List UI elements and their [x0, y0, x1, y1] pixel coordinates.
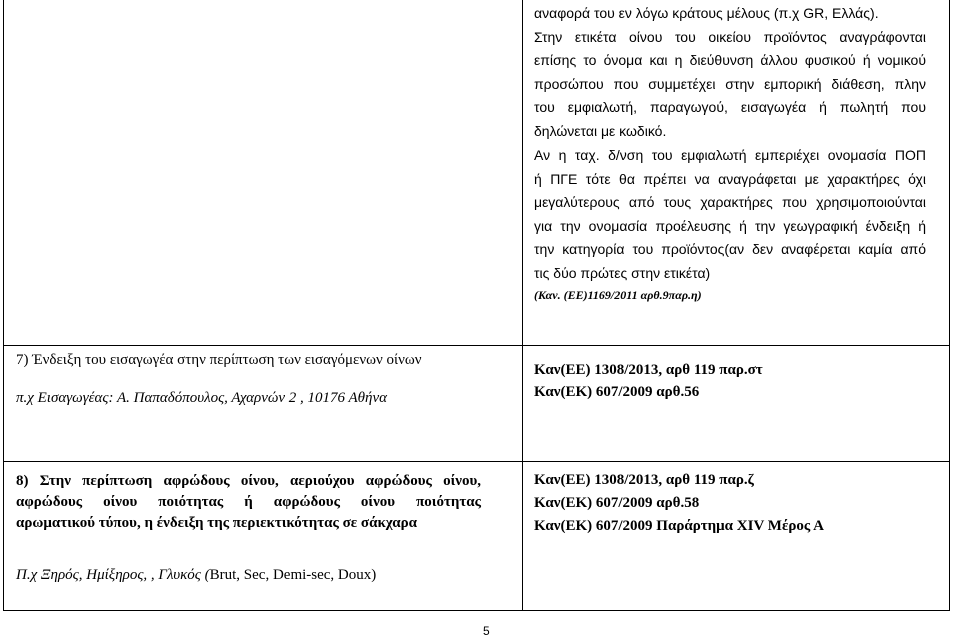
row8-example: [16, 567, 376, 584]
text-line: αφρώδους οίνου ποιότητας ή αφρώδους οίνου ποιότητας: [16, 494, 481, 510]
row8-regulation: Καν(ΕΕ) 1308/2013, αρθ 119 παρ.ζ: [534, 472, 754, 488]
table-right-border: [949, 0, 950, 611]
row7-regulation: Καν(ΕΕ) 1308/2013, αρθ 119 παρ.στ: [534, 362, 763, 378]
text-line: επίσης το όνομα και η διεύθυνση άλλου φυσικού ή νομικού: [534, 52, 926, 69]
text-line: Αν η ταχ. δ/νση του εμφιαλωτή εμπεριέχει ονομασία ΠΟΠ: [534, 147, 926, 163]
row8-heading: [16, 471, 481, 534]
text-line: την κατηγορία του προϊόντος(αν δεν αναφέρεται καμία από: [534, 241, 926, 258]
pdo-address-paragraph: [534, 144, 926, 286]
text-line: του εμφιαλωτή, παραγωγού, εισαγωγέα ή πωλητή που: [534, 99, 926, 116]
row-divider-7: [3, 345, 950, 346]
row8-example-plain: Brut, Sec, Demi-sec, Doux): [209, 567, 377, 583]
table-left-border: [3, 0, 4, 611]
text-line: για την ονομασία προέλευσης ή την γεωγραφική ένδειξη ή: [534, 217, 926, 234]
text-line: μεγαλύτερους από τους χαρακτήρες που χρησιμοποιούνται: [534, 194, 926, 211]
text-line: προσώπου που συμμετέχει στην εμπορική διάθεση, πλην: [534, 75, 926, 92]
importer-info-paragraph: [534, 2, 926, 144]
text-line: τις δύο πρώτες στην ετικέτα): [534, 264, 711, 281]
row7-regulation: Καν(ΕΚ) 607/2009 αρθ.56: [534, 384, 700, 400]
table-middle-border: [522, 0, 523, 611]
regulation-reference: (Καν. (ΕΕ)1169/2011 αρθ.9παρ.η): [534, 288, 702, 302]
text-line: αρωματικού τύπου, η ένδειξη της περιεκτικότητας σε σάκχαρα: [16, 515, 418, 531]
row8-regulation: Καν(ΕΚ) 607/2009 αρθ.58: [534, 495, 700, 511]
row7-example: π.χ Εισαγωγέας: Α. Παπαδόπουλος, Αχαρνών 2 , 10176 Αθήνα: [16, 390, 388, 406]
table-bottom-border: [3, 610, 950, 611]
text-line: ή ΠΓΕ τότε θα πρέπει να αναγράφεται με χαρακτήρες όχι: [534, 170, 926, 187]
page-number: 5: [483, 624, 490, 638]
row-divider-8: [3, 461, 950, 462]
row8-example-italic: Π.χ Ξηρός, Ημίξηρος, , Γλυκός (: [16, 567, 210, 583]
row8-regulation: Καν(ΕΚ) 607/2009 Παράρτημα XIV Μέρος Α: [534, 518, 824, 534]
row7-heading: 7) Ένδειξη του εισαγωγέα στην περίπτωση των εισαγόμενων οίνων: [16, 352, 422, 368]
text-line: δηλώνεται με κωδικό.: [534, 122, 667, 139]
text-line: Στην ετικέτα οίνου του οικείου προϊόντος αναγράφονται: [534, 28, 926, 45]
text-line: 8) Στην περίπτωση αφρώδους οίνου, αεριούχου αφρώδους οίνου,: [16, 473, 481, 489]
text-line: αναφορά του εν λόγω κράτους μέλους (π.χ GR, Ελλάς).: [534, 5, 879, 21]
